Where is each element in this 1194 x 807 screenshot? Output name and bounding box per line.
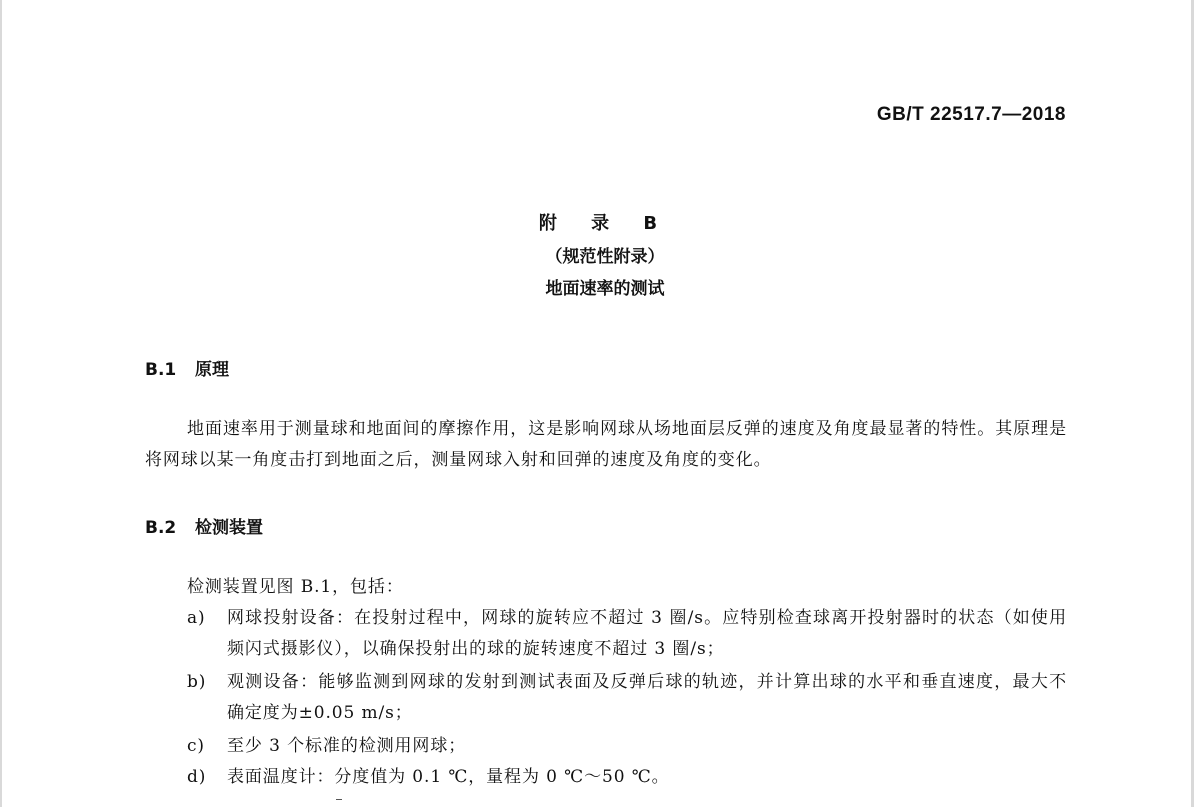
list-item-text: 网球投射设备：在投射过程中，网球的旋转应不超过 3 圈/s。应特别检查球离开投射器时的状态（如使用频闪式摄影仪），以确保投射出的球的旋转速度不超过 3 圈/s； [227, 608, 1067, 659]
list-item-b [187, 667, 1067, 729]
section-number: B.1 [145, 360, 177, 380]
section-title: 原理 [195, 360, 229, 380]
list-marker: b) [187, 672, 207, 692]
list-item-a [187, 603, 1067, 665]
section-b2-intro: 检测装置见图 B.1，包括： [187, 577, 404, 597]
list-item-c [187, 731, 1067, 762]
cut-off-mark [336, 799, 342, 806]
section-heading-b1 [145, 355, 229, 380]
page-edge-left [0, 0, 2, 807]
list-item-text: 表面温度计：分度值为 0.1 ℃，量程为 0 ℃～50 ℃。 [227, 767, 670, 787]
appendix-title: 地面速率的测试 [545, 279, 665, 299]
appendix-label: 附 录 B [538, 213, 672, 234]
section-heading-b2 [145, 513, 263, 538]
appendix-type: （规范性附录） [545, 247, 665, 267]
list-marker: d) [187, 767, 207, 787]
section-number: B.2 [145, 518, 177, 538]
list-marker: c) [187, 736, 205, 756]
list-item-text: 至少 3 个标准的检测用网球； [227, 736, 467, 756]
list-marker: a) [187, 608, 206, 628]
section-b1-paragraph: 地面速率用于测量球和地面间的摩擦作用，这是影响网球从场地面层反弹的速度及角度最显著的特性。其原理是将网球以某一角度击打到地面之后，测量网球入射和回弹的速度及角度的变化。 [145, 419, 1067, 470]
list-item-text: 观测设备：能够监测到网球的发射到测试表面及反弹后球的轨迹，并计算出球的水平和垂直速度，最大不确定度为±0.05 m/s； [227, 672, 1067, 723]
list-item-d [187, 762, 1067, 793]
section-title: 检测装置 [195, 518, 263, 538]
standard-number: GB/T 22517.7—2018 [876, 104, 1066, 125]
